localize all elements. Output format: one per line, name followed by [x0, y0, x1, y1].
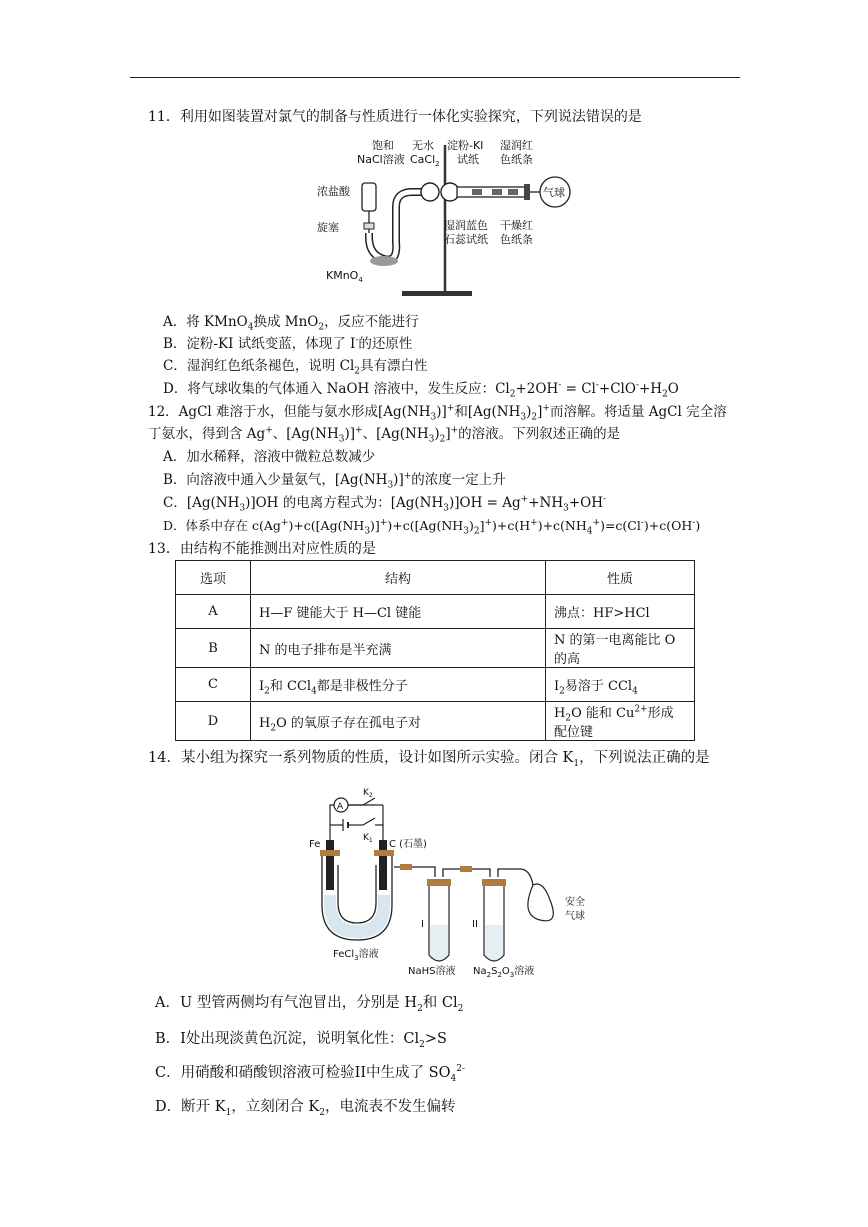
- label-balloon: 气球: [543, 186, 565, 199]
- table-row[interactable]: [176, 595, 695, 629]
- switch-k1-icon[interactable]: [363, 818, 375, 825]
- label-wet-blue-1: 湿润蓝色: [444, 219, 488, 232]
- stopcock-icon: [364, 223, 374, 229]
- label-safety-2: 气球: [565, 911, 585, 922]
- row-structure: H—F 键能大于 H—Cl 键能: [251, 595, 546, 629]
- nacl-bulb: [421, 183, 439, 201]
- graphite-electrode: [379, 840, 387, 890]
- q11-option-a[interactable]: A．将 KMnO$_4$换成 MnO$_2$，反应不能进行: [163, 314, 419, 333]
- q12-stem-line1: 12．AgCl 难溶于水，但能与氨水形成$[Ag(NH_3)]^+$和$[Ag(NH_3)_2]^+$而溶解。将适量 AgCl 完全溶: [148, 403, 727, 423]
- label-ammeter: A: [337, 802, 344, 812]
- label-wet-red-2: 色纸条: [500, 153, 533, 166]
- label-cacl2-1: 无水: [412, 139, 434, 152]
- q12-stem-line2: 丁氨水，得到含 Ag+、$[Ag(NH_3)]^+$、$[Ag(NH_3)_2]^+$的溶液。下列叙述正确的是: [148, 425, 621, 445]
- table-header-row: [176, 561, 695, 595]
- q11-option-d[interactable]: D．将气球收集的气体通入 NaOH 溶液中，发生反应：$Cl_2+2OH^- = Cl^-+ClO^-+H_2O$: [163, 380, 679, 400]
- row-structure: $I_2$和 CCl$_4$都是非极性分子: [251, 668, 546, 702]
- q12-option-b[interactable]: B．向溶液中通入少量氨气，$[Ag(NH_3)]^+$的浓度一定上升: [163, 471, 506, 491]
- label-dry-red-1: 干燥红: [500, 219, 533, 232]
- header-rule: [130, 77, 740, 78]
- fe-electrode: [326, 840, 334, 890]
- switch-k2-icon[interactable]: [363, 798, 375, 805]
- kmno4-solid: [370, 256, 398, 266]
- row-option: B: [176, 629, 251, 668]
- label-starch-ki-2: 试纸: [457, 153, 479, 166]
- label-conc-hcl: 浓盐酸: [317, 185, 350, 198]
- row-property: 沸点：HF>HCl: [546, 595, 695, 629]
- q14-stem: 14．某小组为探究一系列物质的性质，设计如图所示实验。闭合 $K_1$，下列说法正确的是: [148, 750, 710, 769]
- q11-option-b[interactable]: B．淀粉-KI 试纸变蓝，体现了 I-的还原性: [163, 335, 413, 352]
- table-row[interactable]: [176, 702, 695, 741]
- fecl3-solution: [324, 895, 390, 938]
- q13-table: [175, 560, 695, 741]
- label-sat-nacl-2: NaCl溶液: [357, 153, 405, 166]
- label-cacl2-2: CaCl$_2$: [410, 153, 440, 168]
- label-k2: $K_2$: [363, 788, 373, 799]
- table-row[interactable]: [176, 668, 695, 702]
- header-structure: 结构: [251, 561, 546, 595]
- label-stopcock: 旋塞: [317, 221, 339, 234]
- label-wet-blue-2: 石蕊试纸: [444, 233, 488, 246]
- row-option: C: [176, 668, 251, 702]
- label-starch-ki-1: 淀粉-KI: [447, 139, 484, 152]
- safety-balloon-icon: [528, 884, 553, 921]
- row-option: A: [176, 595, 251, 629]
- label-c-graphite: C (石墨): [389, 839, 427, 850]
- table-row[interactable]: [176, 629, 695, 668]
- row-property: $H_2O$ 能和 $Cu^{2+}$形成配位键: [546, 702, 695, 741]
- row-property: $I_2$易溶于 CCl$_4$: [546, 668, 695, 702]
- q11-apparatus-figure: [312, 137, 587, 299]
- label-tube2: II: [472, 919, 478, 930]
- label-na2s2o3: $Na_2S_2O_3$溶液: [473, 966, 535, 979]
- cacl2-bulb: [441, 183, 459, 201]
- row-structure: N 的电子排布是半充满: [251, 629, 546, 668]
- label-kmno4: KMnO$_4$: [326, 269, 363, 284]
- q14-option-a[interactable]: A．U 型管两侧均有气泡冒出，分别是 $H_2$和 $Cl_2$: [155, 995, 464, 1014]
- q11-option-c[interactable]: C．湿润红色纸条褪色，说明 $Cl_2$具有漂白性: [163, 358, 428, 377]
- label-wet-red-1: 湿润红: [500, 139, 533, 152]
- label-safety-1: 安全: [565, 897, 585, 908]
- label-nahs: NaHS溶液: [408, 966, 456, 977]
- header-property: 性质: [546, 561, 695, 595]
- label-k1: $K_1$: [363, 833, 373, 844]
- row-option: D: [176, 702, 251, 741]
- q14-option-c[interactable]: C．用硝酸和硝酸钡溶液可检验II中生成了 $SO_4^{2-}$: [155, 1064, 465, 1084]
- q14-electrolysis-figure: [305, 785, 595, 980]
- row-property: N 的第一电离能比 O 的高: [546, 629, 695, 668]
- label-fecl3: FeCl$_3$溶液: [333, 949, 379, 962]
- label-fe: Fe: [309, 839, 321, 850]
- q12-option-a[interactable]: A．加水稀释，溶液中微粒总数减少: [163, 449, 376, 465]
- row-structure: $H_2O$ 的氧原子存在孤电子对: [251, 702, 546, 741]
- label-tube1: I: [421, 919, 424, 930]
- q13-stem: 13．由结构不能推测出对应性质的是: [148, 541, 376, 557]
- q14-option-d[interactable]: D．断开 $K_1$，立刻闭合 $K_2$，电流表不发生偏转: [155, 1099, 456, 1118]
- label-sat-nacl-1: 饱和: [372, 139, 394, 152]
- q12-option-d[interactable]: D．体系中存在 $c(Ag^+)+c([Ag(NH_3)]^+)+c([Ag(NH_3)_2]^+)+c(H^+)+c(NH_4^+)=c(Cl^-)+c(OH^-)$: [163, 517, 701, 537]
- q14-option-b[interactable]: B．I处出现淡黄色沉淀，说明氧化性：$Cl_2>S$: [155, 1031, 447, 1050]
- stand-base: [402, 291, 472, 296]
- separatory-funnel: [362, 183, 376, 211]
- q12-option-c[interactable]: C．$[Ag(NH_3)]OH$ 的电离方程式为：$[Ag(NH_3)]OH = Ag^++NH_3+OH^-$: [163, 494, 607, 514]
- header-option: 选项: [176, 561, 251, 595]
- q11-stem: 11．利用如图装置对氯气的制备与性质进行一体化实验探究，下列说法错误的是: [148, 109, 642, 125]
- label-dry-red-2: 色纸条: [500, 233, 533, 246]
